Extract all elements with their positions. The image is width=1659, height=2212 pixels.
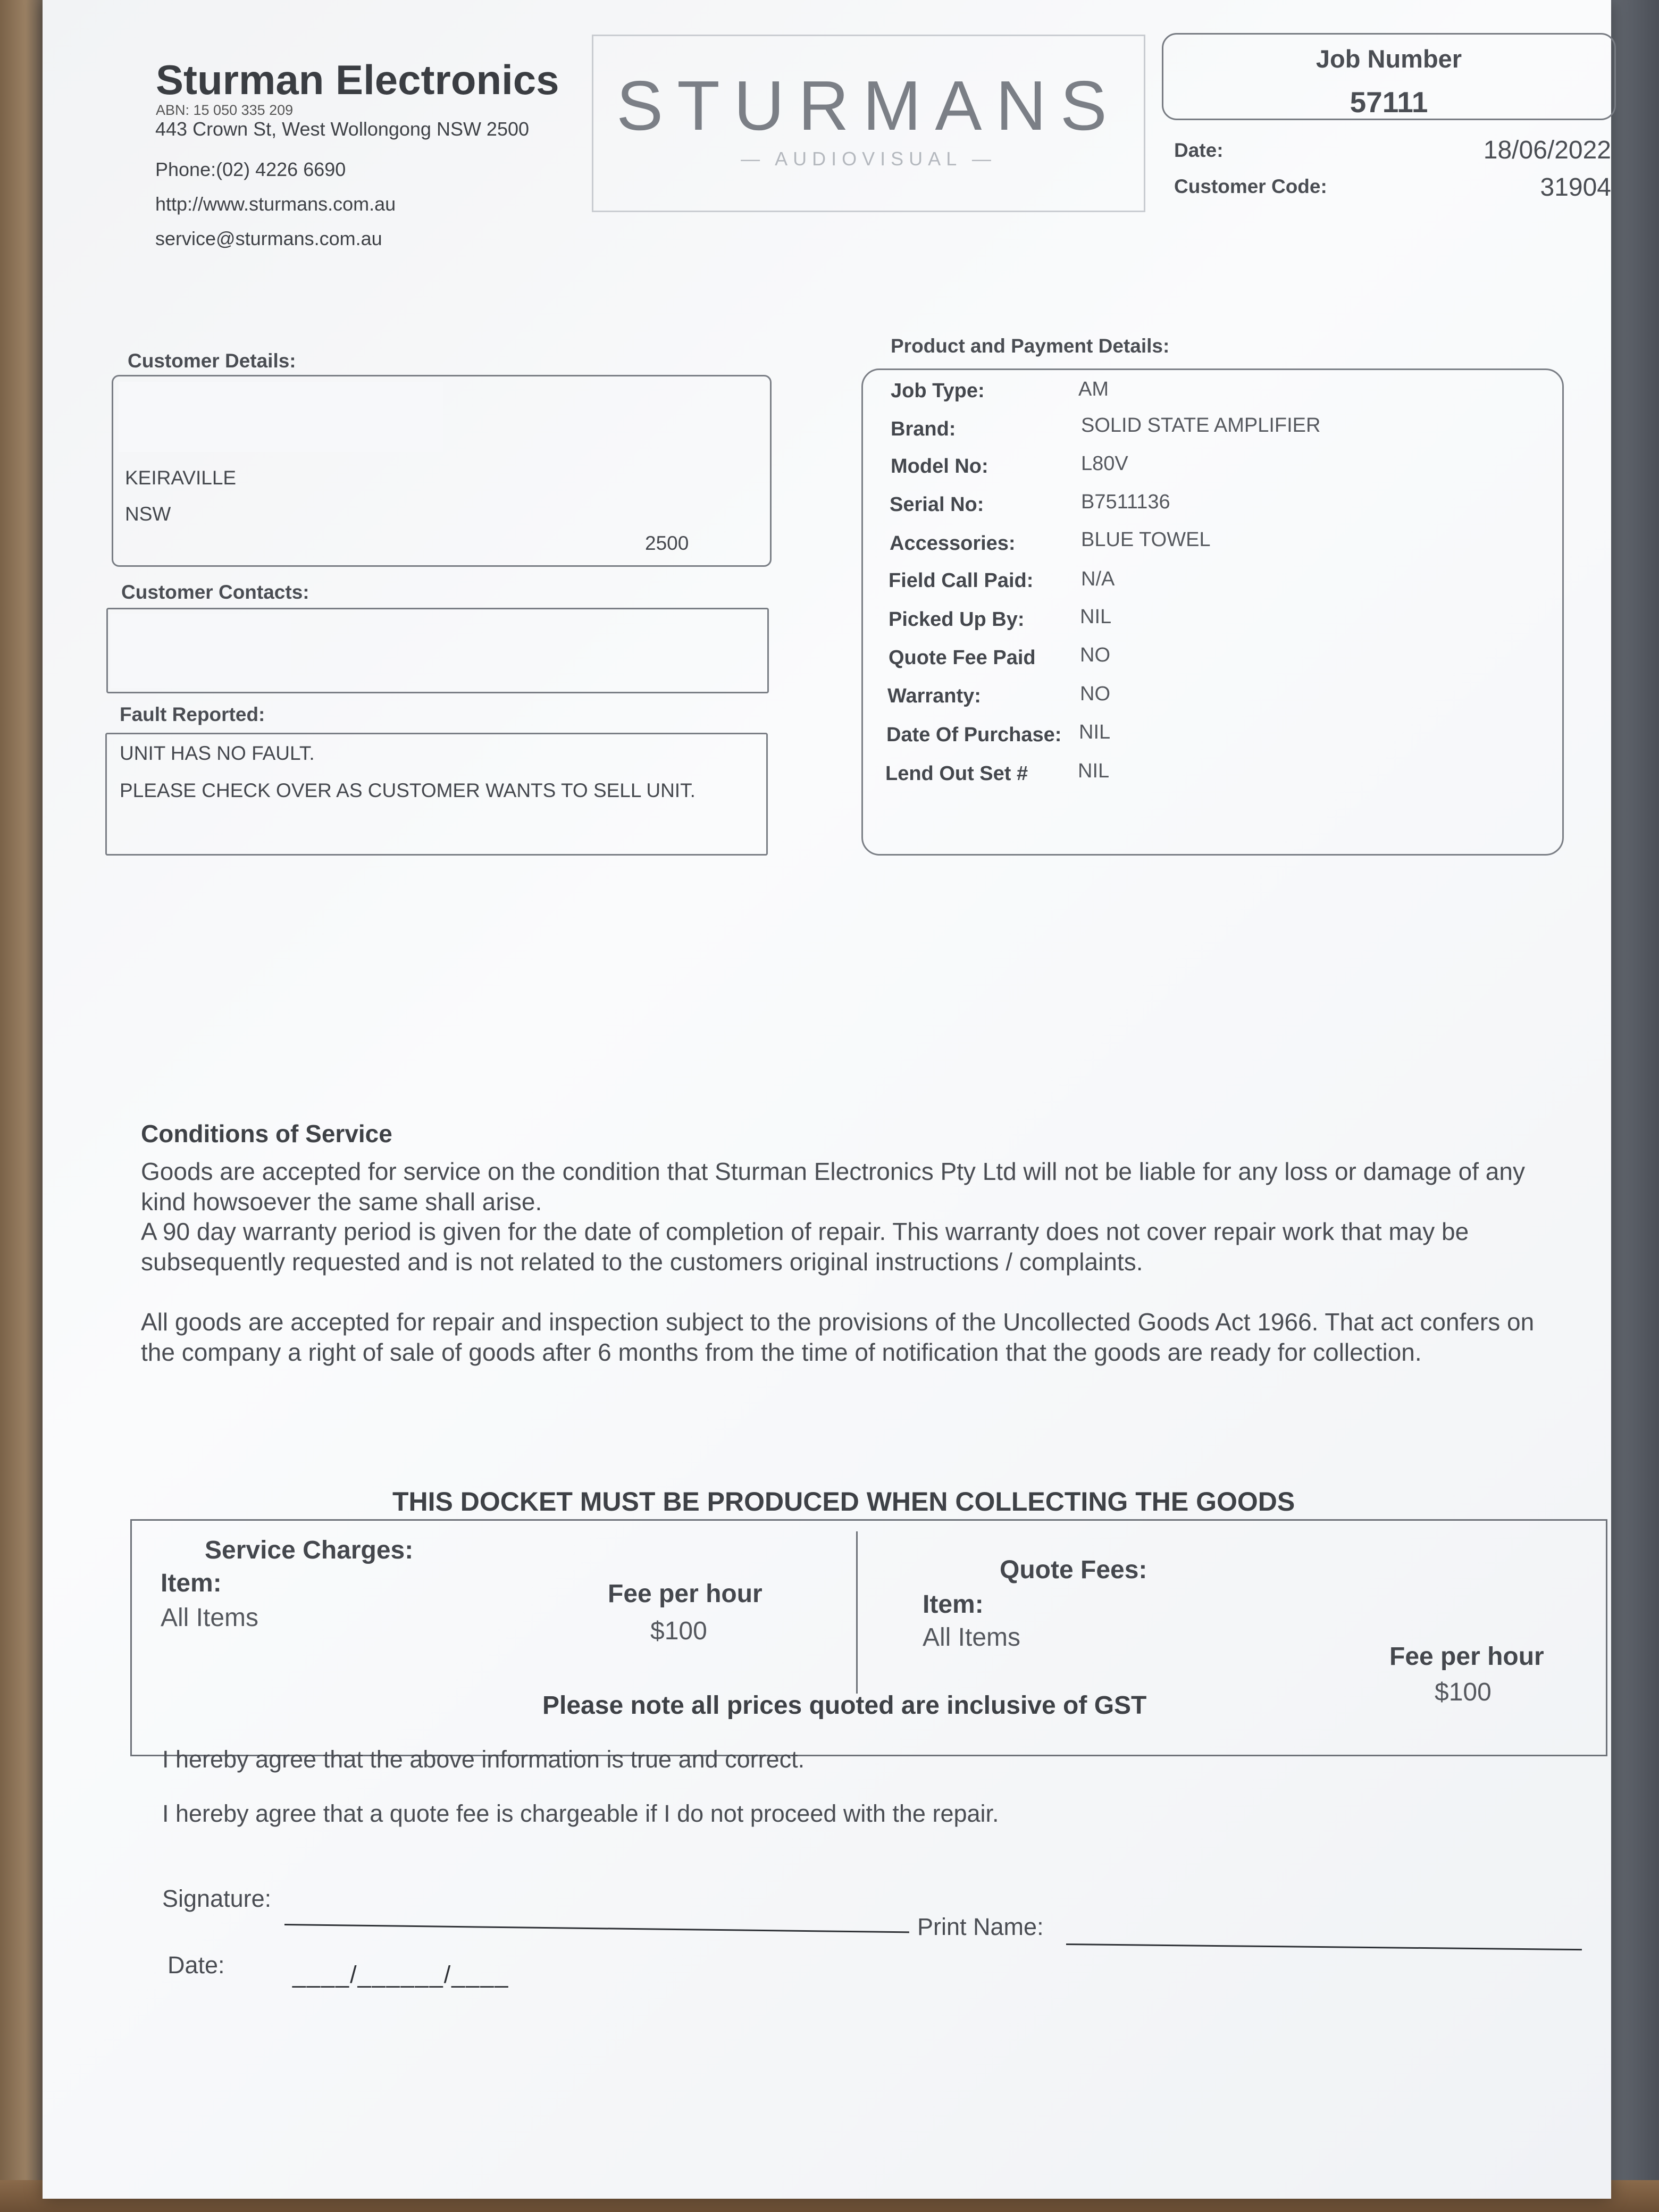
agreement-2: I hereby agree that a quote fee is chargeable if I do not proceed with the repair. bbox=[162, 1800, 999, 1827]
service-item-label: Item: bbox=[161, 1569, 222, 1597]
quote-fee-paid-value: NO bbox=[1080, 644, 1110, 666]
quote-fee-label: Fee per hour bbox=[1389, 1643, 1544, 1671]
customer-suburb: KEIRAVILLE bbox=[125, 467, 237, 489]
warranty-label: Warranty: bbox=[887, 685, 981, 707]
gst-note: Please note all prices quoted are inclusive of GST bbox=[542, 1691, 1147, 1720]
date-of-purchase-label: Date Of Purchase: bbox=[886, 724, 1062, 746]
customer-details-label: Customer Details: bbox=[128, 350, 296, 372]
date-sign-blank[interactable]: ____/______/____ bbox=[292, 1961, 509, 1988]
model-no-label: Model No: bbox=[891, 455, 988, 477]
service-fee-value: $100 bbox=[650, 1617, 707, 1645]
conditions-title: Conditions of Service bbox=[141, 1120, 392, 1147]
product-payment-label: Product and Payment Details: bbox=[891, 335, 1170, 357]
service-docket-sheet bbox=[43, 0, 1611, 2199]
signature-line[interactable] bbox=[284, 1924, 909, 1933]
date-sign-label: Date: bbox=[167, 1951, 225, 1979]
field-call-paid-value: N/A bbox=[1081, 568, 1115, 590]
fault-line-2: PLEASE CHECK OVER AS CUSTOMER WANTS TO SELL UNIT. bbox=[120, 780, 696, 801]
service-item-value: All Items bbox=[161, 1604, 259, 1632]
print-name-label: Print Name: bbox=[917, 1913, 1044, 1940]
docket-notice: THIS DOCKET MUST BE PRODUCED WHEN COLLECTING THE GOODS bbox=[392, 1487, 1295, 1516]
customer-details-box bbox=[112, 375, 772, 567]
date-label: Date: bbox=[1174, 139, 1224, 161]
customer-state: NSW bbox=[125, 503, 171, 525]
lend-out-set-value: NIL bbox=[1078, 760, 1110, 782]
job-number-box bbox=[1162, 33, 1616, 120]
customer-code-value: 31904 bbox=[1540, 173, 1611, 202]
job-type-label: Job Type: bbox=[891, 380, 985, 402]
date-of-purchase-value: NIL bbox=[1079, 721, 1111, 743]
job-type-value: AM bbox=[1078, 378, 1109, 400]
customer-postcode: 2500 bbox=[645, 532, 689, 554]
service-fee-label: Fee per hour bbox=[608, 1580, 763, 1608]
redacted-name bbox=[119, 382, 443, 452]
quote-fees-title: Quote Fees: bbox=[1000, 1556, 1147, 1584]
serial-no-value: B7511136 bbox=[1081, 491, 1170, 513]
lend-out-set-label: Lend Out Set # bbox=[885, 763, 1028, 785]
signature-label: Signature: bbox=[162, 1885, 272, 1912]
logo-wordmark: STURMANS bbox=[616, 66, 1121, 145]
conditions-paragraph-2: A 90 day warranty period is given for the date of completion of repair. This warranty does not cover repair work that may be subsequently requested and is not related to the customers original instructions / complaints. bbox=[141, 1218, 1469, 1276]
fault-reported-label: Fault Reported: bbox=[120, 703, 265, 725]
product-payment-box bbox=[861, 368, 1564, 856]
quote-item-label: Item: bbox=[923, 1590, 984, 1619]
agreement-1: I hereby agree that the above information is true and correct. bbox=[162, 1746, 805, 1773]
brand-label: Brand: bbox=[891, 418, 956, 440]
serial-no-label: Serial No: bbox=[890, 493, 984, 516]
company-phone: Phone:(02) 4226 6690 bbox=[155, 158, 346, 180]
conditions-paragraph-3: All goods are accepted for repair and inspection subject to the provisions of the Uncollected Goods Act 1966. That act confers on the company a right of sale of goods after 6 months from the time of notification that the goods are ready for collection. bbox=[141, 1308, 1535, 1366]
accessories-label: Accessories: bbox=[890, 532, 1016, 555]
job-number-label: Job Number bbox=[1316, 45, 1462, 73]
charges-divider bbox=[856, 1531, 858, 1694]
quote-item-value: All Items bbox=[923, 1623, 1021, 1652]
logo-tagline: — AUDIOVISUAL — bbox=[741, 148, 996, 170]
fault-line-1: UNIT HAS NO FAULT. bbox=[120, 742, 315, 764]
company-website: http://www.sturmans.com.au bbox=[155, 193, 396, 215]
company-abn: ABN: 15 050 335 209 bbox=[156, 102, 294, 118]
sturmans-logo bbox=[592, 35, 1145, 212]
quote-fee-paid-label: Quote Fee Paid bbox=[889, 647, 1036, 669]
print-name-line[interactable] bbox=[1066, 1943, 1582, 1950]
date-value: 18/06/2022 bbox=[1483, 136, 1611, 164]
company-name: Sturman Electronics bbox=[156, 56, 559, 103]
company-email: service@sturmans.com.au bbox=[155, 228, 382, 249]
conditions-paragraph-1: Goods are accepted for service on the condition that Sturman Electronics Pty Ltd will not be liable for any loss or damage of any kind howsoever the same shall arise. bbox=[141, 1158, 1525, 1216]
warranty-value: NO bbox=[1080, 683, 1110, 705]
customer-contacts-box bbox=[106, 608, 769, 693]
field-call-paid-label: Field Call Paid: bbox=[889, 569, 1034, 592]
model-no-value: L80V bbox=[1081, 453, 1128, 475]
redacted-contact bbox=[111, 614, 291, 688]
company-address: 443 Crown St, West Wollongong NSW 2500 bbox=[155, 118, 530, 140]
quote-fee-value: $100 bbox=[1435, 1678, 1492, 1706]
picked-up-by-value: NIL bbox=[1080, 606, 1112, 628]
job-number-value: 57111 bbox=[1350, 86, 1428, 119]
customer-contacts-label: Customer Contacts: bbox=[121, 581, 309, 603]
picked-up-by-label: Picked Up By: bbox=[889, 608, 1025, 631]
fault-reported-box bbox=[105, 733, 768, 856]
service-charges-title: Service Charges: bbox=[205, 1536, 414, 1564]
customer-code-label: Customer Code: bbox=[1174, 175, 1327, 197]
brand-value: SOLID STATE AMPLIFIER bbox=[1081, 414, 1321, 437]
accessories-value: BLUE TOWEL bbox=[1081, 529, 1211, 551]
